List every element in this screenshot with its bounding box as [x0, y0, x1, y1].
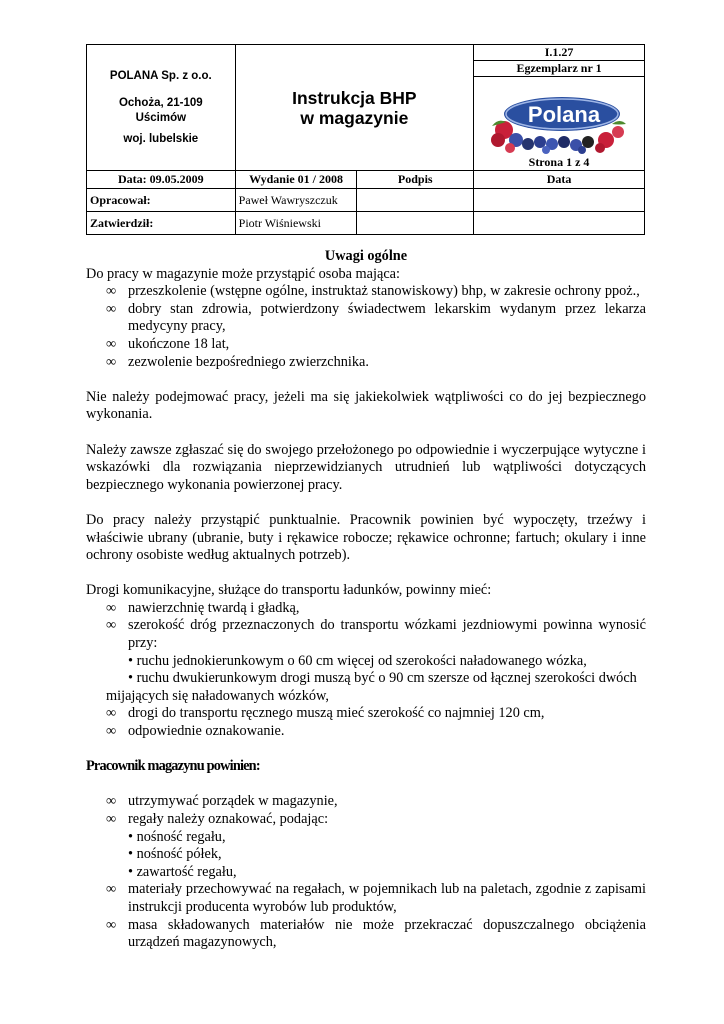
company-address-1: Ochoża, 21-109: [118, 96, 203, 109]
doc-code: I.1.27: [474, 45, 645, 61]
logo-text: Polana: [527, 102, 601, 127]
company-name: POLANA Sp. z o.o.: [109, 69, 212, 82]
list-item: ∞ dobry stan zdrowia, potwierdzony świadectwem lekarskim wydanym przez lekarza medycyny pracy,: [86, 301, 646, 336]
roads-intro: Drogi komunikacyjne, służące do transportu ładunków, powinny mieć:: [86, 582, 492, 599]
header-table: [86, 44, 645, 235]
prepared-label: Opracował:: [87, 189, 236, 212]
infinity-bullet-icon: ∞: [106, 617, 117, 634]
company-address-2: Uścimów: [135, 111, 187, 124]
intro-text: Do pracy w magazynie może przystąpić osoba mająca:: [86, 265, 401, 282]
worker-sub-item: • zawartość regału,: [128, 863, 237, 880]
date-header: Data: [474, 171, 645, 189]
road-sub-item: • ruchu dwukierunkowym drogi muszą być o 90 cm szersze od łącznej szerokości dwóch: [128, 670, 637, 687]
edition-label: Wydanie 01 / 2008: [235, 171, 357, 189]
date-label: Data: 09.05.2009: [87, 171, 236, 189]
logo-cell: [474, 77, 645, 171]
list-item: ∞ przeszkolenie (wstępne ogólne, instruktaż stanowiskowy) bhp, w zakresie ochrony ppoż.,: [86, 283, 646, 301]
road-sub-item-continued: mijających się naładowanych wózków,: [106, 687, 329, 704]
approved-date: [474, 212, 645, 235]
company-region: woj. lubelskie: [123, 132, 199, 145]
prepared-signature: [357, 189, 474, 212]
paragraph-punctuality: Do pracy należy przystąpić punktualnie. Pracownik powinien być wypoczęty, trzeźwy i właściwie ubrany (ubranie, buty i rękawice robocze; rękawice ochronne; fartuch; okulary i inne ochrony osobiste według aktualnych potrzeb).: [86, 511, 646, 564]
list-item: ∞ zezwolenie bezpośredniego zwierzchnika.: [86, 354, 646, 372]
infinity-bullet-icon: ∞: [106, 793, 117, 810]
document-body: [86, 248, 646, 952]
approved-signature: [357, 212, 474, 235]
list-item: ∞ ukończone 18 lat,: [86, 336, 646, 354]
infinity-bullet-icon: ∞: [106, 811, 117, 827]
title-line-1: Instrukcja BHP: [292, 87, 417, 108]
prepared-name: Paweł Wawryszczuk: [235, 189, 357, 212]
prepared-date: [474, 189, 645, 212]
list-item: ∞ drogi do transportu ręcznego muszą mieć szerokość co najmniej 120 cm,: [86, 705, 646, 723]
infinity-bullet-icon: ∞: [106, 599, 117, 616]
worker-heading: Pracownik magazynu powinien:: [86, 758, 260, 775]
list-item: ∞ regały należy oznakować, podając:: [86, 811, 646, 829]
infinity-bullet-icon: ∞: [106, 881, 117, 898]
company-info: [87, 45, 236, 171]
signature-header: Podpis: [357, 171, 474, 189]
section-heading: Uwagi ogólne: [324, 248, 408, 264]
road-sub-item: • ruchu jednokierunkowym o 60 cm więcej od szerokości naładowanego wózka,: [128, 652, 587, 669]
polana-logo: [484, 84, 634, 154]
infinity-bullet-icon: ∞: [106, 335, 117, 352]
infinity-bullet-icon: ∞: [106, 300, 117, 317]
page-number: Strona 1 z 4: [528, 155, 590, 169]
worker-sub-item: • nośność regału,: [128, 828, 226, 845]
paragraph-doubts: Nie należy podejmować pracy, jeżeli ma się jakiekolwiek wątpliwości co do jej bezpiecznego wykonania.: [86, 388, 646, 423]
berries-center: [534, 136, 594, 154]
approved-label: Zatwierdził:: [87, 212, 236, 235]
infinity-bullet-icon: ∞: [106, 723, 117, 740]
list-item: ∞ materiały przechowywać na regałach, w pojemnikach lub na paletach, zgodnie z zapisami instrukcji producenta wyrobów lub produktów,: [86, 881, 646, 916]
title-line-2: w magazynie: [300, 107, 409, 128]
infinity-bullet-icon: ∞: [106, 353, 117, 370]
document-title: [235, 45, 473, 171]
approved-name: Piotr Wiśniewski: [235, 212, 357, 235]
infinity-bullet-icon: ∞: [106, 705, 117, 722]
list-item: ∞ szerokość dróg przeznaczonych do transportu wózkami jezdniowymi powinna wynosić przy:: [86, 617, 646, 652]
list-item: ∞ nawierzchnię twardą i gładką,: [86, 600, 646, 618]
paragraph-supervisor: Należy zawsze zgłaszać się do swojego przełożonego po odpowiednie i wyczerpujące wytyczne i wskazówki dla rozwiązania nieprzewidzianych utrudnień lub wątpliwości dotyczących bezpiecznego wykonania powierzonej pracy.: [86, 441, 646, 493]
infinity-bullet-icon: ∞: [106, 916, 117, 933]
infinity-bullet-icon: ∞: [106, 283, 117, 300]
list-item: ∞ masa składowanych materiałów nie może przekraczać dopuszczalnego obciążenia urządzeń magazynowych,: [86, 917, 646, 952]
list-item: ∞ utrzymywać porządek w magazynie,: [86, 793, 646, 811]
list-item: ∞ odpowiednie oznakowanie.: [86, 723, 646, 741]
copy-number: Egzemplarz nr 1: [474, 61, 645, 77]
worker-sub-item: • nośność półek,: [128, 846, 222, 863]
